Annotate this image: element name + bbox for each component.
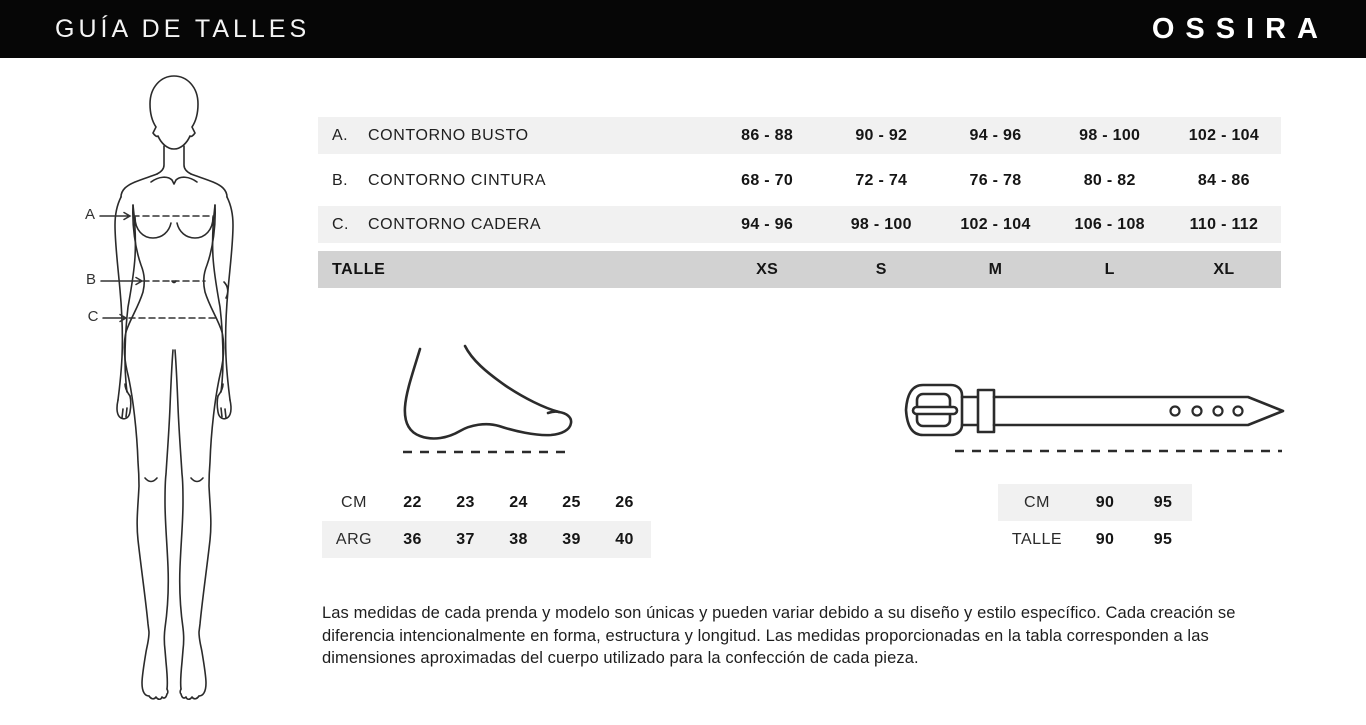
shoe-cell: 36 xyxy=(403,530,422,548)
female-body-icon xyxy=(75,62,310,714)
table-cell: 110 - 112 xyxy=(1189,215,1259,233)
belt-table-row-talle xyxy=(998,521,1192,558)
foot-icon xyxy=(395,330,580,460)
row-key: A. xyxy=(332,126,348,144)
header-bar xyxy=(0,0,1366,58)
belt-cell: 90 xyxy=(1095,530,1115,548)
row-key: C. xyxy=(332,215,349,233)
table-cell: 90 - 92 xyxy=(855,126,908,144)
shoe-cell: 26 xyxy=(615,493,634,511)
shoe-cell: 24 xyxy=(509,493,528,511)
brand-logo: OSSIRA xyxy=(1151,12,1329,45)
row-label-cell xyxy=(318,172,710,190)
table-row-waist xyxy=(318,162,1281,199)
table-cell: 102 - 104 xyxy=(1188,126,1260,144)
belt-cell: 95 xyxy=(1153,530,1173,548)
row-key: B. xyxy=(332,171,348,189)
shoe-cell: 40 xyxy=(615,530,634,548)
shoe-cell: 23 xyxy=(456,493,475,511)
table-row-hip xyxy=(318,206,1281,243)
table-cell: 80 - 82 xyxy=(1083,171,1136,189)
table-cell: 72 - 74 xyxy=(855,171,908,189)
size-cell: XL xyxy=(1213,260,1235,278)
shoe-table-row-arg xyxy=(322,521,651,558)
table-cell: 102 - 104 xyxy=(960,215,1031,233)
shoe-cell: 25 xyxy=(562,493,581,511)
body-measurement-figure xyxy=(75,62,310,714)
table-cell: 98 - 100 xyxy=(1079,126,1141,144)
table-cell: 84 - 86 xyxy=(1197,171,1250,189)
shoe-row-label: ARG xyxy=(335,530,373,548)
table-cell: 86 - 88 xyxy=(741,126,794,144)
disclaimer-text: Las medidas de cada prenda y modelo son únicas y pueden variar debido a su diseño y estilo específico. Cada creación se diferencia intencionalmente en forma, estructura y longitud. Las medidas proporcionadas en la tabla corresponden a las dimensiones aproximadas del cuerpo utilizado para la confección de cada pieza. xyxy=(322,604,1236,667)
size-cell: M xyxy=(988,260,1003,278)
shoe-row-label: CM xyxy=(341,493,367,511)
belt-row-label: TALLE xyxy=(1011,530,1063,548)
shoe-table-row-cm xyxy=(322,484,651,521)
table-row-sizes xyxy=(318,251,1281,288)
belt-row-label: CM xyxy=(1024,493,1050,511)
table-cell: 76 - 78 xyxy=(969,171,1022,189)
belt-cell: 90 xyxy=(1095,493,1115,511)
hip-measure-label: C xyxy=(87,308,99,325)
page-title: GUÍA DE TALLES xyxy=(55,14,311,43)
row-label: CONTORNO CADERA xyxy=(368,215,542,233)
size-cell: XS xyxy=(756,260,779,278)
size-cell: S xyxy=(875,260,887,278)
shoe-cell: 37 xyxy=(456,530,475,548)
row-label: CONTORNO BUSTO xyxy=(368,126,529,144)
size-cell: L xyxy=(1104,260,1115,278)
belt-cell: 95 xyxy=(1153,493,1173,511)
bust-measure-label: A xyxy=(84,206,95,223)
table-cell: 98 - 100 xyxy=(850,215,912,233)
waist-measure-label: B xyxy=(85,271,96,288)
row-label: CONTORNO CINTURA xyxy=(368,171,547,189)
row-label-cell xyxy=(318,127,710,145)
row-label-cell xyxy=(318,216,710,234)
belt-icon xyxy=(893,378,1291,462)
shoe-cell: 39 xyxy=(562,530,581,548)
shoe-cell: 38 xyxy=(509,530,528,548)
shoe-cell: 22 xyxy=(403,493,422,511)
size-row-label: TALLE xyxy=(332,260,386,278)
table-row-bust xyxy=(318,117,1281,154)
table-cell: 68 - 70 xyxy=(741,171,794,189)
table-cell: 94 - 96 xyxy=(969,126,1022,144)
table-cell: 94 - 96 xyxy=(741,215,794,233)
belt-table-row-cm xyxy=(998,484,1192,521)
table-cell: 106 - 108 xyxy=(1074,215,1145,233)
